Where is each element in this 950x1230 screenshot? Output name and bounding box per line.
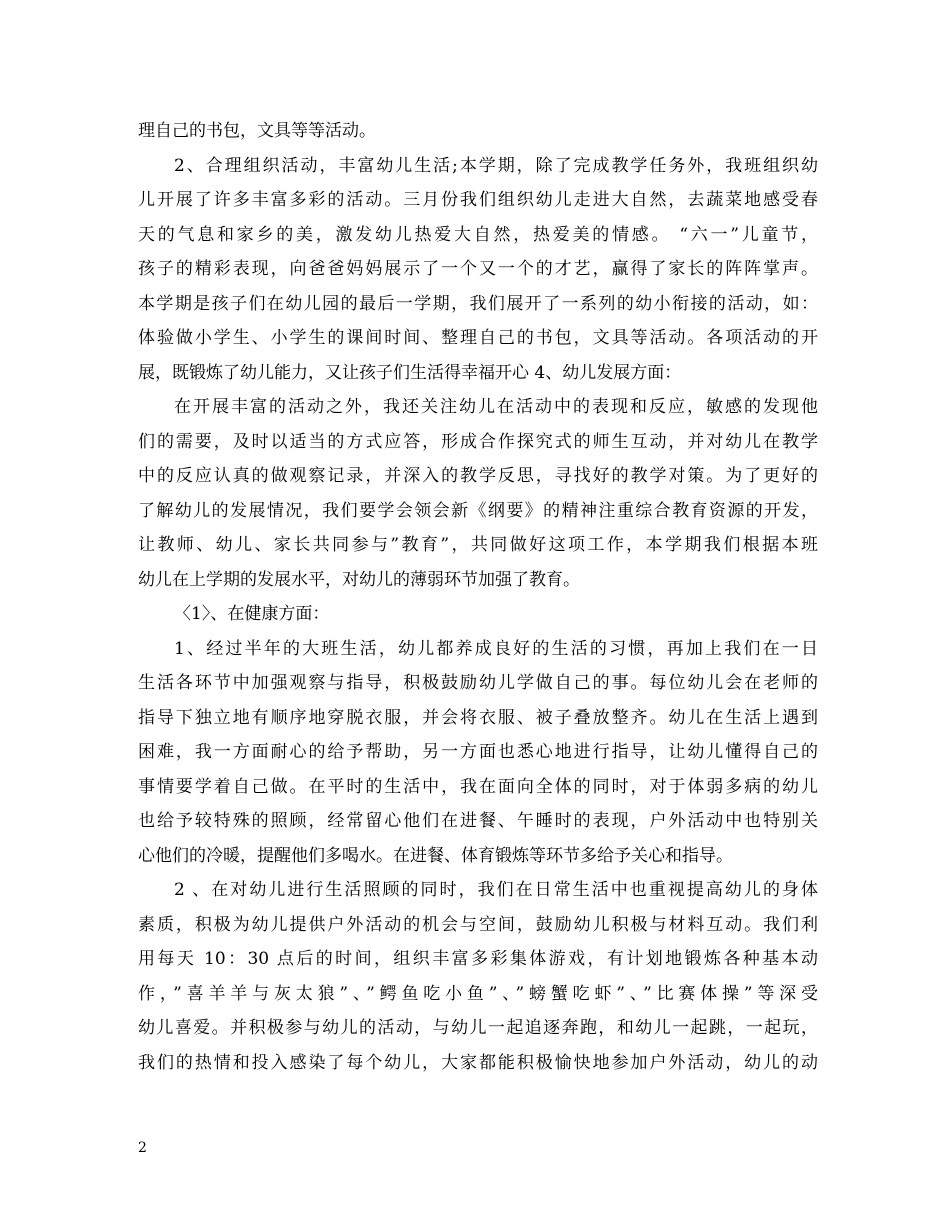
text-line: 用每天 10：30 点后的时间，组织丰富多彩集体游戏，有计划地锻炼各种基本动: [138, 949, 818, 969]
page-number: 2: [138, 1140, 147, 1156]
paragraph-start-line: 2、合理组织活动，丰富幼儿生活;本学期，除了完成教学任务外，我班组织幼: [174, 155, 818, 176]
text-line: 孩子的精彩表现，向爸爸妈妈展示了一个又一个的才艺，赢得了家长的阵阵掌声。: [138, 259, 818, 279]
paragraph-start-line: 2 、在对幼儿进行生活照顾的同时，我们在日常生活中也重视提高幼儿的身体: [174, 880, 818, 900]
text-line: 儿开展了许多丰富多彩的活动。三月份我们组织幼儿走进大自然，去蔬菜地感受春: [138, 190, 818, 210]
text-line: 体验做小学生、小学生的课间时间、整理自己的书包，文具等活动。各项活动的开: [138, 328, 818, 348]
text-line: 本学期是孩子们在幼儿园的最后一学期，我们展开了一系列的幼小衔接的活动，如：: [138, 293, 818, 314]
document-body: [138, 114, 818, 1080]
text-line: 理自己的书包，文具等等活动。: [138, 121, 376, 141]
text-line: 幼儿喜爱。并积极参与幼儿的活动，与幼儿一起追逐奔跑，和幼儿一起跳，一起玩，: [138, 1018, 818, 1038]
text-line: 作，”喜羊羊与灰太狼”、”鳄鱼吃小鱼”、”螃蟹吃虾”、”比赛体操”等深受: [138, 983, 818, 1004]
text-line: 展，既锻炼了幼儿能力，又让孩子们生活得幸福开心 4、幼儿发展方面：: [138, 362, 682, 383]
text-line: 天的气息和家乡的美，激发幼儿热爱大自然，热爱美的情感。 “六一”儿童节，: [138, 224, 818, 245]
text-line: 让教师、幼儿、家长共同参与”教育”，共同做好这项工作，本学期我们根据本班: [138, 535, 818, 555]
text-line: 中的反应认真的做观察记录，并深入的教学反思，寻找好的教学对策。为了更好的: [138, 466, 818, 486]
text-line: 我们的热情和投入感染了每个幼儿，大家都能积极愉快地参加户外活动，幼儿的动: [138, 1052, 818, 1073]
text-line: 幼儿在上学期的发展水平，对幼儿的薄弱环节加强了教育。: [138, 569, 580, 590]
paragraph-start-line: 1、经过半年的大班生活，幼儿都养成良好的生活的习惯，再加上我们在一日: [174, 638, 818, 659]
text-line: 们的需要，及时以适当的方式应答，形成合作探究式的师生互动，并对幼儿在教学: [138, 431, 818, 452]
paragraph-start-line: 在开展丰富的活动之外，我还关注幼儿在活动中的表现和反应，敏感的发现他: [174, 397, 818, 417]
text-line: 了解幼儿的发展情况，我们要学会领会新《纲要》的精神注重综合教育资源的开发，: [138, 500, 818, 521]
text-line: 素质，积极为幼儿提供户外活动的机会与空间，鼓励幼儿积极与材料互动。我们利: [138, 914, 818, 935]
text-line: 事情要学着自己做。在平时的生活中，我在面向全体的同时，对于体弱多病的幼儿: [138, 776, 818, 797]
text-line: 心他们的冷暖，提醒他们多喝水。在进餐、体育锻炼等环节多给予关心和指导。: [138, 845, 733, 866]
text-line: 指导下独立地有顺序地穿脱衣服，并会将衣服、被子叠放整齐。幼儿在生活上遇到: [138, 707, 818, 728]
text-line: 生活各环节中加强观察与指导，积极鼓励幼儿学做自己的事。每位幼儿会在老师的: [138, 673, 818, 693]
text-line: 也给予较特殊的照顾，经常留心他们在进餐、午睡时的表现，户外活动中也特别关: [138, 811, 818, 831]
section-heading: 〈1〉、在健康方面：: [174, 604, 330, 624]
text-line: 困难，我一方面耐心的给予帮助，另一方面也悉心地进行指导，让幼儿懂得自己的: [138, 742, 818, 762]
